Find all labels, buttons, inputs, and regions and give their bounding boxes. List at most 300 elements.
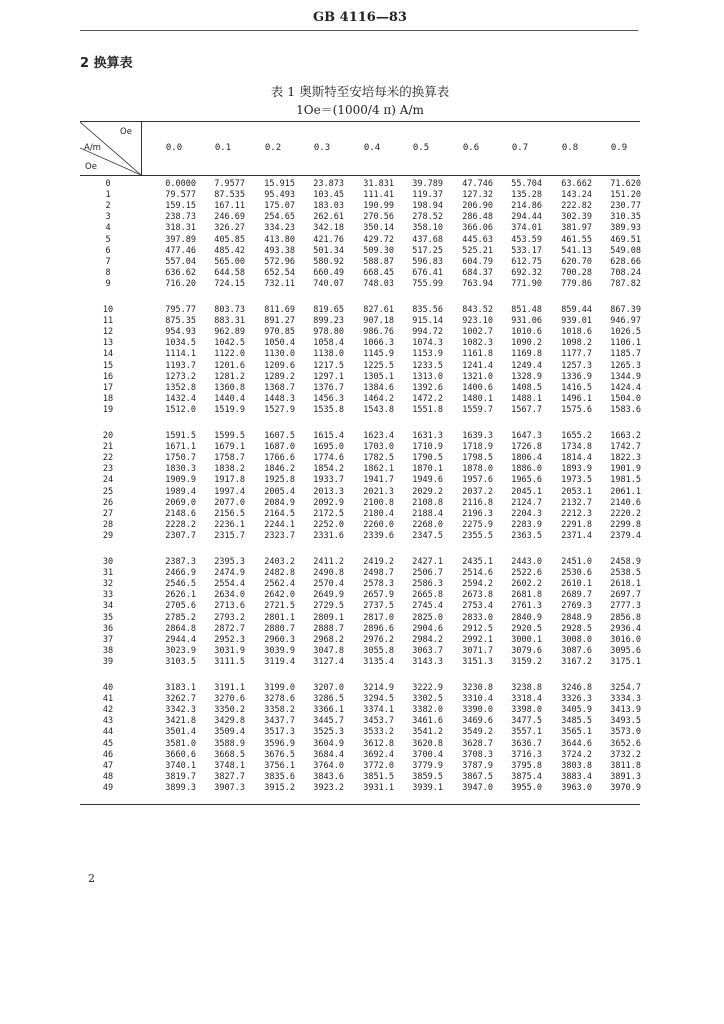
- table-cell: 1257.3: [561, 360, 592, 371]
- table-cell: 1758.7: [214, 453, 245, 464]
- table-cell: 2872.7: [214, 623, 245, 634]
- table-cell: 485.42: [214, 245, 245, 256]
- table-cell: 811.69: [264, 305, 295, 315]
- table-cell: 2777.3: [610, 601, 641, 612]
- table-cell: 3429.8: [214, 716, 245, 727]
- row-oe-value: 1: [105, 190, 111, 201]
- table-cell: 2801.1: [264, 612, 295, 623]
- table-cell: 230.77: [610, 201, 641, 212]
- table-cell: 1424.4: [610, 382, 641, 393]
- table-row: [80, 498, 640, 509]
- table-cell: 1504.0: [610, 393, 641, 404]
- table-cell: 3437.7: [264, 716, 295, 727]
- table-cell: 3549.2: [462, 727, 493, 738]
- table-row: [80, 361, 640, 372]
- table-cell: 1512.0: [165, 404, 196, 415]
- table-cell: 2904.6: [412, 623, 443, 634]
- row-oe-value: 2: [105, 201, 111, 212]
- row-oe-value: 8: [105, 267, 111, 278]
- table-cell: 2220.2: [610, 508, 641, 519]
- table-cell: 214.86: [511, 201, 542, 212]
- table-cell: 1519.9: [214, 404, 245, 415]
- table-cell: 1822.3: [610, 453, 641, 464]
- table-cell: 1551.8: [412, 404, 443, 415]
- table-cell: 2856.8: [610, 612, 641, 623]
- table-cell: 143.24: [561, 190, 592, 201]
- row-oe-value: 24: [102, 475, 114, 486]
- table-cell: 278.52: [412, 212, 443, 223]
- row-oe-value: 6: [105, 245, 111, 256]
- table-cell: 2021.3: [363, 486, 394, 497]
- table-row: [80, 268, 640, 279]
- table-cell: 1241.4: [462, 360, 493, 371]
- table-cell: 2761.3: [511, 601, 542, 612]
- table-cell: 1734.8: [561, 442, 592, 453]
- table-cell: 1496.1: [561, 393, 592, 404]
- table-cell: 1400.6: [462, 382, 493, 393]
- table-cell: 3167.2: [561, 656, 592, 667]
- table-cell: 3318.4: [511, 694, 542, 705]
- table-cell: 3047.8: [313, 645, 344, 656]
- table-cell: 421.76: [313, 234, 344, 245]
- table-cell: 342.18: [313, 223, 344, 234]
- row-oe-value: 28: [102, 519, 114, 530]
- table-cell: 883.31: [214, 316, 245, 327]
- table-cell: 3660.6: [165, 749, 196, 760]
- table-cell: 1806.4: [511, 453, 542, 464]
- table-row: [80, 394, 640, 405]
- table-row: [80, 405, 640, 416]
- table-cell: 294.44: [511, 212, 542, 223]
- table-row: [80, 349, 640, 360]
- table-cell: 2268.0: [412, 519, 443, 530]
- table-cell: 1854.2: [313, 464, 344, 475]
- table-cell: 3294.5: [363, 694, 394, 705]
- table-cell: 2626.1: [165, 590, 196, 601]
- table-cell: 159.15: [165, 201, 196, 212]
- table-cell: 1376.7: [313, 382, 344, 393]
- row-oe-value: 0: [105, 179, 111, 189]
- table-row: [80, 761, 640, 772]
- column-header: 0.4: [363, 143, 381, 153]
- table-cell: 1106.1: [610, 338, 641, 349]
- table-cell: 3214.9: [363, 683, 394, 693]
- table-cell: 1344.9: [610, 371, 641, 382]
- table-cell: 1098.2: [561, 338, 592, 349]
- table-cell: 843.52: [462, 305, 493, 315]
- table-row: [80, 646, 640, 657]
- table-row: [80, 327, 640, 338]
- table-cell: 2737.5: [363, 601, 394, 612]
- table-cell: 509.30: [363, 245, 394, 256]
- table-cell: 2562.4: [264, 579, 295, 590]
- table-cell: 2116.8: [462, 497, 493, 508]
- table-cell: 2188.4: [412, 508, 443, 519]
- table-cell: 931.06: [511, 316, 542, 327]
- row-oe-value: 25: [102, 486, 114, 497]
- table-cell: 437.68: [412, 234, 443, 245]
- table-cell: 1790.5: [412, 453, 443, 464]
- table-cell: 262.61: [313, 212, 344, 223]
- table-row: [80, 568, 640, 579]
- table-cell: 2005.4: [264, 486, 295, 497]
- table-cell: 3787.9: [462, 760, 493, 771]
- table-cell: 1448.3: [264, 393, 295, 404]
- row-oe-value: 7: [105, 256, 111, 267]
- corner-label-am: A/m: [84, 143, 101, 153]
- table-row: [80, 750, 640, 761]
- column-header: 0.3: [313, 143, 331, 153]
- table-cell: 2084.9: [264, 497, 295, 508]
- table-cell: 596.83: [412, 256, 443, 267]
- table-cell: 2474.9: [214, 568, 245, 579]
- table-cell: 445.63: [462, 234, 493, 245]
- table-cell: 477.46: [165, 245, 196, 256]
- table-cell: 915.14: [412, 316, 443, 327]
- table-cell: 1965.6: [511, 475, 542, 486]
- table-cell: 2992.1: [462, 634, 493, 645]
- table-cell: 1949.6: [412, 475, 443, 486]
- table-row: [80, 590, 640, 601]
- table-row: [80, 383, 640, 394]
- table-header: [80, 122, 640, 176]
- table-cell: 2912.5: [462, 623, 493, 634]
- table-cell: 2522.6: [511, 568, 542, 579]
- table-cell: 763.94: [462, 278, 493, 289]
- table-cell: 668.45: [363, 267, 394, 278]
- table-row: [80, 624, 640, 635]
- column-header: 0.1: [214, 143, 232, 153]
- row-oe-value: 14: [102, 349, 114, 360]
- table-cell: 2745.4: [412, 601, 443, 612]
- table-cell: 533.17: [511, 245, 542, 256]
- table-cell: 2713.6: [214, 601, 245, 612]
- table-cell: 692.32: [511, 267, 542, 278]
- table-cell: 501.34: [313, 245, 344, 256]
- table-cell: 1846.2: [264, 464, 295, 475]
- row-oe-value: 20: [102, 431, 114, 441]
- table-cell: 3716.3: [511, 749, 542, 760]
- row-oe-value: 13: [102, 338, 114, 349]
- table-cell: 636.62: [165, 267, 196, 278]
- table-cell: 71.620: [610, 179, 641, 189]
- table-cell: 63.662: [561, 179, 592, 189]
- table-cell: 2347.5: [412, 530, 443, 541]
- table-cell: 3724.2: [561, 749, 592, 760]
- table-cell: 1591.5: [165, 431, 196, 441]
- table-cell: 2634.0: [214, 590, 245, 601]
- table-cell: 2180.4: [363, 508, 394, 519]
- table-cell: 1002.7: [462, 327, 493, 338]
- table-cell: 1082.3: [462, 338, 493, 349]
- table-cell: 3875.4: [511, 771, 542, 782]
- table-cell: 970.85: [264, 327, 295, 338]
- table-cell: 2244.1: [264, 519, 295, 530]
- table-cell: 660.49: [313, 267, 344, 278]
- table-cell: 2363.5: [511, 530, 542, 541]
- table-cell: 381.97: [561, 223, 592, 234]
- table-cell: 3501.4: [165, 727, 196, 738]
- table-cell: 1862.1: [363, 464, 394, 475]
- table-row: [80, 246, 640, 257]
- row-oe-value: 39: [102, 656, 114, 667]
- table-row: [80, 305, 640, 316]
- table-cell: 2164.5: [264, 508, 295, 519]
- row-oe-value: 45: [102, 738, 114, 749]
- table-cell: 1456.3: [313, 393, 344, 404]
- table-cell: 1599.5: [214, 431, 245, 441]
- table-row: [80, 772, 640, 783]
- table-row: [80, 372, 640, 383]
- table-cell: 644.58: [214, 267, 245, 278]
- table-cell: 1480.1: [462, 393, 493, 404]
- table-cell: 2482.8: [264, 568, 295, 579]
- table-cell: 135.28: [511, 190, 542, 201]
- table-cell: 3382.0: [412, 705, 443, 716]
- table-cell: 2896.6: [363, 623, 394, 634]
- table-cell: 3923.2: [313, 782, 344, 793]
- table-cell: 2212.3: [561, 508, 592, 519]
- table-row: [80, 705, 640, 716]
- table-cell: 111.41: [363, 190, 394, 201]
- table-cell: 1870.1: [412, 464, 443, 475]
- table-cell: 366.06: [462, 223, 493, 234]
- table-cell: 2586.3: [412, 579, 443, 590]
- table-row: [80, 613, 640, 624]
- table-cell: 1416.5: [561, 382, 592, 393]
- table-cell: 1973.5: [561, 475, 592, 486]
- table-cell: 3326.3: [561, 694, 592, 705]
- column-header: 0.6: [462, 143, 480, 153]
- table-cell: 3413.9: [610, 705, 641, 716]
- table-cell: 2037.2: [462, 486, 493, 497]
- table-cell: 3907.3: [214, 782, 245, 793]
- table-cell: 1663.2: [610, 431, 641, 441]
- table-cell: 1392.6: [412, 382, 443, 393]
- table-cell: 3334.3: [610, 694, 641, 705]
- table-cell: 1798.5: [462, 453, 493, 464]
- table-cell: 2809.1: [313, 612, 344, 623]
- table-cell: 2252.0: [313, 519, 344, 530]
- table-cell: 787.82: [610, 278, 641, 289]
- table-cell: 1384.6: [363, 382, 394, 393]
- table-cell: 2689.7: [561, 590, 592, 601]
- table-cell: 1122.0: [214, 349, 245, 360]
- table-cell: 3573.0: [610, 727, 641, 738]
- table-cell: 851.48: [511, 305, 542, 315]
- table-cell: 3222.9: [412, 683, 443, 693]
- table-cell: 39.789: [412, 179, 443, 189]
- table-cell: 939.01: [561, 316, 592, 327]
- table-cell: 1838.2: [214, 464, 245, 475]
- table-cell: 3517.3: [264, 727, 295, 738]
- table-cell: 2880.7: [264, 623, 295, 634]
- row-oe-value: 35: [102, 612, 114, 623]
- table-cell: 1432.4: [165, 393, 196, 404]
- table-cell: 835.56: [412, 305, 443, 315]
- table-cell: 326.27: [214, 223, 245, 234]
- table-cell: 1909.9: [165, 475, 196, 486]
- table-cell: 1018.6: [561, 327, 592, 338]
- row-oe-value: 3: [105, 212, 111, 223]
- table-cell: 2299.8: [610, 519, 641, 530]
- table-cell: 47.746: [462, 179, 493, 189]
- table-cell: 3350.2: [214, 705, 245, 716]
- conversion-table: [80, 121, 640, 805]
- table-cell: 246.69: [214, 212, 245, 223]
- table-row: [80, 212, 640, 223]
- table-cell: 2840.9: [511, 612, 542, 623]
- table-cell: 2371.4: [561, 530, 592, 541]
- row-oe-value: 38: [102, 645, 114, 656]
- table-cell: 2315.7: [214, 530, 245, 541]
- row-oe-value: 4: [105, 223, 111, 234]
- column-header: 0.7: [511, 143, 529, 153]
- table-cell: 2546.5: [165, 579, 196, 590]
- table-cell: 716.20: [165, 278, 196, 289]
- table-cell: 3111.5: [214, 656, 245, 667]
- table-cell: 1185.7: [610, 349, 641, 360]
- table-cell: 3207.0: [313, 683, 344, 693]
- corner-label-oe-column: Oe: [120, 127, 132, 137]
- table-cell: 3700.4: [412, 749, 443, 760]
- table-cell: 2578.3: [363, 579, 394, 590]
- table-cell: 3135.4: [363, 656, 394, 667]
- table-cell: 95.493: [264, 190, 295, 201]
- table-cell: 1989.4: [165, 486, 196, 497]
- table-cell: 3095.6: [610, 645, 641, 656]
- table-cell: 1623.4: [363, 431, 394, 441]
- table-cell: 3883.4: [561, 771, 592, 782]
- row-oe-value: 48: [102, 771, 114, 782]
- table-row: [80, 179, 640, 190]
- table-cell: 3668.5: [214, 749, 245, 760]
- table-cell: 2196.3: [462, 508, 493, 519]
- table-row: [80, 453, 640, 464]
- table-cell: 1336.9: [561, 371, 592, 382]
- table-cell: 3891.3: [610, 771, 641, 782]
- table-cell: 891.27: [264, 316, 295, 327]
- table-cell: 557.04: [165, 256, 196, 267]
- table-cell: 2156.5: [214, 508, 245, 519]
- table-cell: 2029.2: [412, 486, 443, 497]
- table-cell: 620.70: [561, 256, 592, 267]
- table-cell: 2729.5: [313, 601, 344, 612]
- table-cell: 3461.6: [412, 716, 443, 727]
- column-header: 0.8: [561, 143, 579, 153]
- table-cell: 2061.1: [610, 486, 641, 497]
- table-row: [80, 338, 640, 349]
- row-oe-value: 46: [102, 749, 114, 760]
- table-cell: 3175.1: [610, 656, 641, 667]
- table-cell: 1893.9: [561, 464, 592, 475]
- table-cell: 1440.4: [214, 393, 245, 404]
- table-cell: 1368.7: [264, 382, 295, 393]
- row-oe-value: 44: [102, 727, 114, 738]
- table-cell: 2140.6: [610, 497, 641, 508]
- table-cell: 1583.6: [610, 404, 641, 415]
- corner-cell: [80, 122, 142, 175]
- row-oe-value: 36: [102, 623, 114, 634]
- table-cell: 1472.2: [412, 393, 443, 404]
- table-cell: 3183.1: [165, 683, 196, 693]
- table-row: [80, 557, 640, 568]
- table-cell: 3421.8: [165, 716, 196, 727]
- table-cell: 1774.6: [313, 453, 344, 464]
- table-cell: 151.20: [610, 190, 641, 201]
- table-cell: 3270.6: [214, 694, 245, 705]
- table-cell: 469.51: [610, 234, 641, 245]
- table-cell: 2602.2: [511, 579, 542, 590]
- table-cell: 1114.1: [165, 349, 196, 360]
- table-cell: 3405.9: [561, 705, 592, 716]
- table-cell: 2260.0: [363, 519, 394, 530]
- table-cell: 2323.7: [264, 530, 295, 541]
- table-cell: 1655.2: [561, 431, 592, 441]
- table-cell: 3485.5: [561, 716, 592, 727]
- table-cell: 2053.1: [561, 486, 592, 497]
- table-cell: 3740.1: [165, 760, 196, 771]
- table-cell: 222.82: [561, 201, 592, 212]
- row-oe-value: 49: [102, 782, 114, 793]
- table-cell: 3652.6: [610, 738, 641, 749]
- table-row: [80, 579, 640, 590]
- table-cell: 2657.9: [363, 590, 394, 601]
- table-cell: 3159.2: [511, 656, 542, 667]
- table-cell: 1161.8: [462, 349, 493, 360]
- table-cell: 3756.1: [264, 760, 295, 771]
- table-cell: 3732.2: [610, 749, 641, 760]
- table-cell: 1766.6: [264, 453, 295, 464]
- table-cell: 461.55: [561, 234, 592, 245]
- table-row: [80, 683, 640, 694]
- table-cell: 1281.2: [214, 371, 245, 382]
- table-row: [80, 475, 640, 486]
- table-cell: 2451.0: [561, 557, 592, 567]
- table-cell: 2379.4: [610, 530, 641, 541]
- table-row: [80, 316, 640, 327]
- column-header: 0.5: [412, 143, 430, 153]
- table-cell: 1050.4: [264, 338, 295, 349]
- table-cell: 724.15: [214, 278, 245, 289]
- row-oe-value: 23: [102, 464, 114, 475]
- table-cell: 350.14: [363, 223, 394, 234]
- section-title: 2 换算表: [80, 56, 133, 71]
- table-cell: 2705.6: [165, 601, 196, 612]
- row-oe-value: 22: [102, 453, 114, 464]
- table-cell: 3565.1: [561, 727, 592, 738]
- table-cell: 2069.0: [165, 497, 196, 508]
- table-cell: 3963.0: [561, 782, 592, 793]
- table-cell: 3939.1: [412, 782, 443, 793]
- standard-code-header: GB 4116—83: [313, 10, 407, 25]
- table-row: [80, 442, 640, 453]
- column-header: 0.0: [165, 143, 183, 153]
- row-oe-value: 40: [102, 683, 114, 693]
- table-row: [80, 601, 640, 612]
- table-cell: 2984.2: [412, 634, 443, 645]
- table-cell: 2721.5: [264, 601, 295, 612]
- table-cell: 2888.7: [313, 623, 344, 634]
- table-cell: 2833.0: [462, 612, 493, 623]
- table-cell: 2013.3: [313, 486, 344, 497]
- table-cell: 1145.9: [363, 349, 394, 360]
- row-oe-value: 31: [102, 568, 114, 579]
- table-cell: 1313.0: [412, 371, 443, 382]
- table-cell: 2387.3: [165, 557, 196, 567]
- table-cell: 1575.6: [561, 404, 592, 415]
- table-cell: 1352.8: [165, 382, 196, 393]
